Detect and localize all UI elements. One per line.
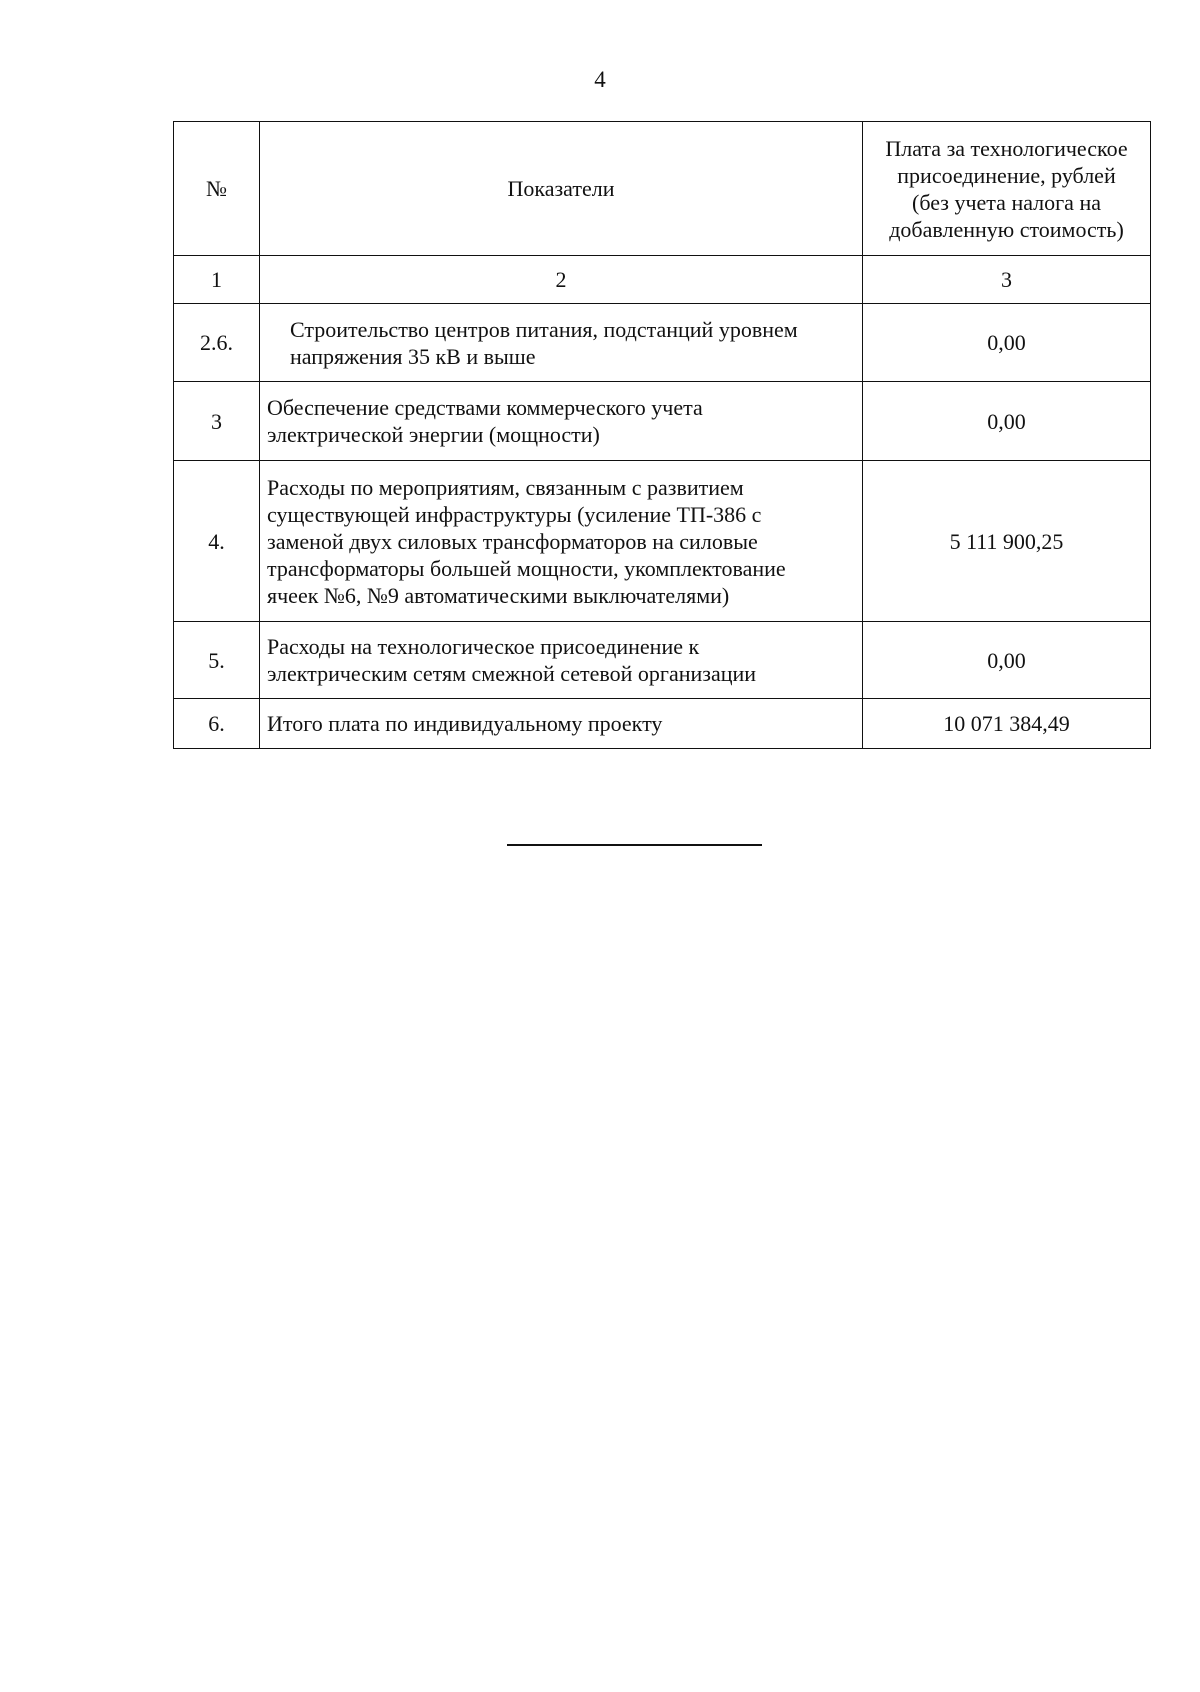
row-num: 5. [174, 622, 260, 699]
row-text-line: трансформаторы большей мощности, укомплектование [267, 555, 786, 581]
closing-rule [507, 844, 762, 846]
row-value: 10 071 384,49 [863, 699, 1151, 749]
row-value: 0,00 [863, 382, 1151, 461]
row-text-line: электрическим сетям смежной сетевой организации [267, 661, 757, 686]
row-text-line: заменой двух силовых трансформаторов на силовые [267, 528, 758, 554]
row-text-line: Расходы на технологическое присоединение к [267, 634, 700, 659]
header-indicator: Показатели [260, 122, 863, 256]
fee-table [173, 121, 1151, 749]
header-fee-line: добавленную стоимость) [889, 216, 1124, 242]
row-value: 0,00 [863, 304, 1151, 382]
header-fee-line: Плата за технологическое [885, 135, 1128, 161]
column-number-row [174, 256, 1151, 304]
header-fee [863, 122, 1151, 256]
column-number: 3 [863, 256, 1151, 304]
row-text-line: Итого плата по индивидуальному проекту [267, 711, 663, 736]
page-number: 4 [594, 67, 606, 92]
table-row [174, 622, 1151, 699]
row-text-line: ячеек №6, №9 автоматическими выключателями) [267, 582, 730, 608]
table-row-total [174, 699, 1151, 749]
row-value: 0,00 [863, 622, 1151, 699]
row-indicator [260, 382, 863, 461]
row-text-line: существующей инфраструктуры (усиление ТП-386 с [267, 501, 762, 527]
row-num: 3 [174, 382, 260, 461]
row-text-line: электрической энергии (мощности) [267, 422, 600, 447]
row-text-line: напряжения 35 кВ и выше [290, 343, 536, 369]
header-fee-line: (без учета налога на [912, 189, 1101, 215]
row-indicator [260, 461, 863, 622]
table-row [174, 461, 1151, 622]
table-row [174, 382, 1151, 461]
row-indicator [260, 699, 863, 749]
column-number: 2 [260, 256, 863, 304]
row-text-line: Расходы по мероприятиям, связанным с развитием [267, 474, 744, 500]
column-number: 1 [174, 256, 260, 304]
row-value: 5 111 900,25 [863, 461, 1151, 622]
row-num: 4. [174, 461, 260, 622]
row-num: 2.6. [174, 304, 260, 382]
row-indicator [260, 622, 863, 699]
table-header-row [174, 122, 1151, 256]
row-indicator [260, 304, 863, 382]
header-fee-line: присоединение, рублей [897, 162, 1116, 188]
table-row [174, 304, 1151, 382]
row-num: 6. [174, 699, 260, 749]
row-text-line: Строительство центров питания, подстанций уровнем [290, 316, 798, 342]
header-num: № [174, 122, 260, 256]
row-text-line: Обеспечение средствами коммерческого учета [267, 395, 703, 420]
